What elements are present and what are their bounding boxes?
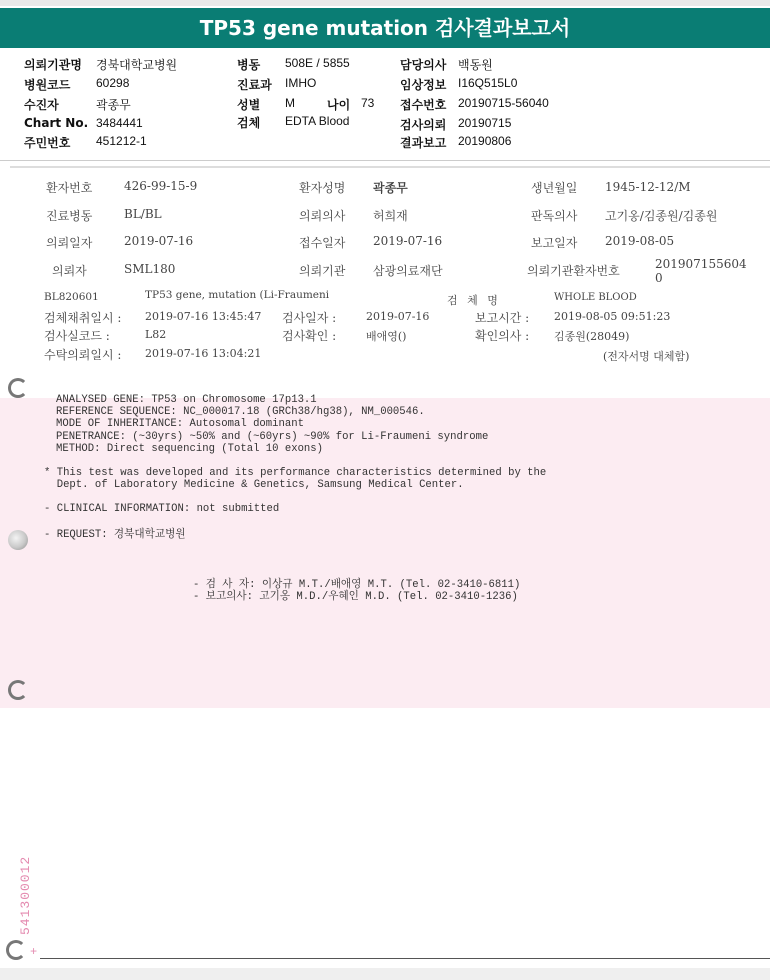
margin-serial: 541300012 — [18, 855, 33, 935]
value-patient: 곽종무 — [96, 98, 131, 112]
scan-label-patient-no: 환자번호 — [46, 181, 93, 195]
label-specimen: 검체 — [237, 116, 261, 130]
scan-label-consign: 수탁의뢰일시 : — [44, 348, 122, 362]
scan-value-specimen-name: WHOLE BLOOD — [554, 292, 637, 303]
report-note-line1: * This test was developed and its performance characteristics determined by the — [44, 467, 547, 479]
label-patient: 수진자 — [24, 98, 59, 112]
scan-value-patient-name: 곽종무 — [373, 181, 408, 195]
report-title: TP53 gene mutation 검사결과보고서 — [0, 8, 770, 48]
label-clinical-info: 임상정보 — [400, 78, 447, 92]
top-edge — [0, 0, 770, 6]
binder-hole-icon — [8, 530, 28, 550]
value-sex: M — [285, 96, 295, 110]
value-resident-no: 451212-1 — [96, 134, 147, 148]
scan-value-collect: 2019-07-16 13:45:47 — [145, 310, 262, 323]
scan-test-name: TP53 gene, mutation (Li-Fraumeni — [145, 289, 330, 301]
scan-label-test-date: 검사일자 : — [282, 311, 337, 325]
binder-hole-icon — [8, 680, 28, 700]
label-institution: 의뢰기관명 — [24, 58, 82, 72]
scan-value-ref-doctor: 허희재 — [373, 209, 408, 223]
report-penetrance: PENETRANCE: (~30yrs) ~50% and (~60yrs) ~90% for Li-Fraumeni syndrome — [56, 431, 489, 443]
scan-value-reader: 고기옹/김종원/김종원 — [605, 209, 718, 223]
scan-label-ref-doctor: 의뢰의사 — [299, 209, 346, 223]
header-divider — [0, 160, 770, 161]
label-age: 나이 — [327, 98, 351, 112]
scan-value-patient-no: 426-99-15-9 — [124, 179, 198, 193]
scan-value-consign: 2019-07-16 13:04:21 — [145, 347, 262, 360]
label-hospital-code: 병원코드 — [24, 78, 71, 92]
value-ward: 508E / 5855 — [285, 56, 350, 70]
bottom-edge — [40, 958, 770, 959]
value-request-date: 20190715 — [458, 116, 512, 130]
value-receipt-no: 20190715-56040 — [458, 96, 549, 110]
label-department: 진료과 — [237, 78, 272, 92]
scan-label-specimen-name: 검 체 명 — [447, 294, 501, 307]
margin-plus: + — [30, 945, 38, 959]
value-chart-no: 3484441 — [96, 116, 143, 130]
scan-label-confirm-doctor: 확인의사 : — [475, 329, 530, 343]
scan-value-receipt-date: 2019-07-16 — [373, 234, 443, 248]
header-info — [0, 52, 770, 158]
scan-value-test-date: 2019-07-16 — [366, 310, 430, 323]
report-note-line2: Dept. of Laboratory Medicine & Genetics, Samsung Medical Center. — [44, 479, 464, 491]
scan-test-code: BL820601 — [44, 291, 99, 303]
scan-edge — [10, 166, 770, 168]
label-chart-no: Chart No. — [24, 116, 89, 130]
report-reporting-doctor: - 보고의사: 고기옹 M.D./우혜인 M.D. (Tel. 02-3410-1236) — [193, 591, 518, 603]
scan-label-verify: 검사확인 : — [282, 329, 337, 343]
label-sex: 성별 — [237, 98, 261, 112]
scan-label-report-date: 보고일자 — [531, 236, 578, 250]
scan-value-verify: 배애영() — [366, 330, 407, 343]
scan-label-request-date: 의뢰일자 — [46, 236, 93, 250]
scan-label-collect: 검체채취일시 : — [44, 311, 122, 325]
report-tester: - 검 사 자: 이상규 M.T./배애영 M.T. (Tel. 02-3410-6811) — [193, 579, 521, 591]
report-request: - REQUEST: 경북대학교병원 — [44, 529, 186, 541]
scan-label-report-time: 보고시간 : — [475, 311, 530, 325]
footer-strip — [0, 968, 770, 980]
scan-label-requester: 의뢰자 — [52, 264, 87, 278]
scan-value-birth: 1945-12-12/M — [605, 180, 691, 194]
report-method: METHOD: Direct sequencing (Total 10 exons) — [56, 443, 324, 455]
scan-label-patient-name: 환자성명 — [299, 181, 346, 195]
binder-hole-icon — [8, 378, 28, 398]
scan-value-inst-patient-no-2: 0 — [655, 271, 663, 285]
value-department: IMHO — [285, 76, 317, 90]
label-request-date: 검사의뢰 — [400, 118, 447, 132]
scan-signature-note: (전자서명 대체함) — [603, 350, 690, 363]
scan-value-requester: SML180 — [124, 262, 176, 276]
scan-value-request-date: 2019-07-16 — [124, 234, 194, 248]
binder-hole-icon — [6, 940, 26, 960]
scan-value-report-time: 2019-08-05 09:51:23 — [554, 310, 671, 323]
scan-label-ref-institution: 의뢰기관 — [299, 264, 346, 278]
scan-value-ward: BL/BL — [124, 207, 162, 221]
label-doctor: 담당의사 — [400, 58, 447, 72]
scan-label-ward: 진료병동 — [46, 209, 93, 223]
value-doctor: 백동원 — [458, 58, 493, 72]
scan-label-inst-patient-no: 의뢰기관환자번호 — [527, 264, 620, 278]
scan-value-report-date: 2019-08-05 — [605, 234, 675, 248]
label-receipt-no: 접수번호 — [400, 98, 447, 112]
scan-value-lab-code: L82 — [145, 328, 167, 341]
scan-label-receipt-date: 접수일자 — [299, 236, 346, 250]
value-clinical-info: I16Q515L0 — [458, 76, 518, 90]
value-age: 73 — [361, 96, 375, 110]
scan-value-inst-patient-no: 201907155604 — [655, 257, 747, 271]
label-result-date: 결과보고 — [400, 136, 447, 150]
value-institution: 경북대학교병원 — [96, 58, 178, 72]
label-resident-no: 주민번호 — [24, 136, 71, 150]
value-specimen: EDTA Blood — [285, 114, 350, 128]
scan-value-ref-institution: 삼광의료재단 — [373, 264, 443, 278]
scan-label-reader: 판독의사 — [531, 209, 578, 223]
value-result-date: 20190806 — [458, 134, 512, 148]
scan-label-birth: 생년월일 — [531, 181, 578, 195]
report-reference-sequence: REFERENCE SEQUENCE: NC_000017.18 (GRCh38/hg38), NM_000546. — [56, 406, 425, 418]
report-clinical-info: - CLINICAL INFORMATION: not submitted — [44, 503, 280, 515]
value-hospital-code: 60298 — [96, 76, 130, 90]
report-inheritance: MODE OF INHERITANCE: Autosomal dominant — [56, 418, 304, 430]
scan-label-lab-code: 검사실코드 : — [44, 329, 110, 343]
scan-value-confirm-doctor: 김종원(28049) — [554, 330, 630, 343]
label-ward: 병동 — [237, 58, 261, 72]
report-analysed-gene: ANALYSED GENE: TP53 on Chromosome 17p13.1 — [56, 394, 317, 406]
